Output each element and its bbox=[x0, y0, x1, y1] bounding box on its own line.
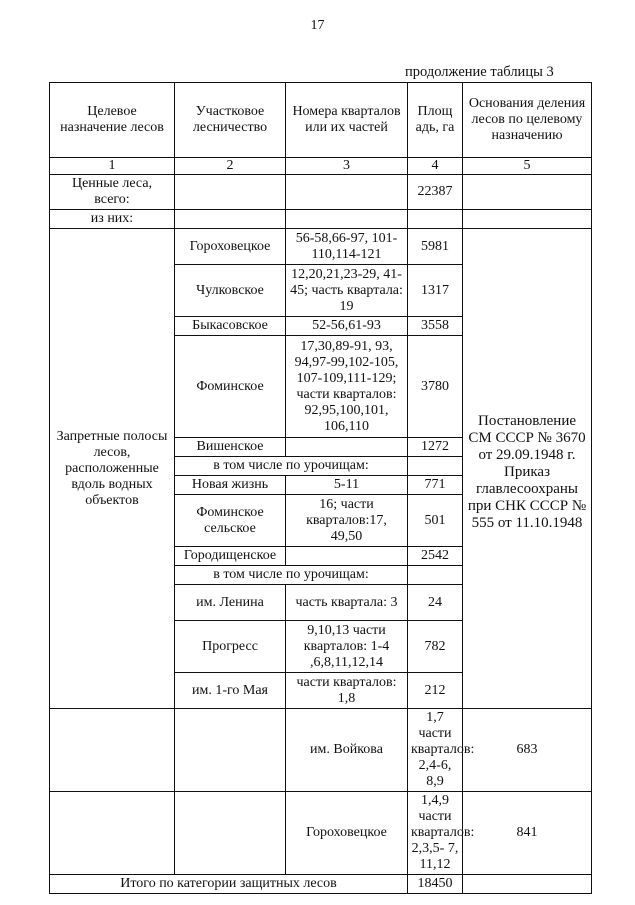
quarters-cell bbox=[286, 547, 408, 566]
area-cell: 501 bbox=[408, 495, 463, 547]
tract-name: им. Ленина bbox=[175, 585, 286, 621]
including-tracts-label: в том числе по урочищам: bbox=[175, 457, 408, 476]
empty-cell bbox=[175, 709, 286, 792]
forestry-name: Быкасовское bbox=[175, 317, 286, 336]
area-cell: 841 bbox=[463, 792, 592, 875]
empty-cell bbox=[408, 566, 463, 585]
empty-cell bbox=[175, 792, 286, 875]
empty-cell bbox=[463, 175, 592, 210]
tract-row bbox=[50, 792, 592, 875]
table-continuation-label: продолжение таблицы 3 bbox=[405, 64, 554, 80]
quarters-cell bbox=[286, 438, 408, 457]
header-quarters: Номера кварталов или их частей bbox=[286, 83, 408, 158]
column-number-row bbox=[50, 158, 592, 175]
forest-table bbox=[49, 82, 592, 894]
quarters-cell: 12,20,21,23-29, 41-45; часть квартала: 19 bbox=[286, 265, 408, 317]
header-forestry: Участковое лесничество bbox=[175, 83, 286, 158]
column-number: 5 bbox=[463, 158, 592, 175]
page-number: 17 bbox=[310, 18, 325, 33]
area-cell: 3558 bbox=[408, 317, 463, 336]
column-number: 3 bbox=[286, 158, 408, 175]
column-number: 4 bbox=[408, 158, 463, 175]
area-cell: 683 bbox=[463, 709, 592, 792]
total-row bbox=[50, 875, 592, 894]
empty-cell bbox=[50, 709, 175, 792]
header-purpose: Целевое назначение лесов bbox=[50, 83, 175, 158]
quarters-cell: 56-58,66-97, 101-110,114-121 bbox=[286, 229, 408, 265]
tract-name: Фоминское сельское bbox=[175, 495, 286, 547]
area-cell: 24 bbox=[408, 585, 463, 621]
category-label: Запретные полосы лесов, расположенные вдоль водных объектов bbox=[50, 229, 175, 709]
area-cell: 2542 bbox=[408, 547, 463, 566]
tract-row bbox=[50, 709, 592, 792]
empty-cell bbox=[408, 457, 463, 476]
header-area: Площ адь, га bbox=[408, 83, 463, 158]
forestry-name: Чулковское bbox=[175, 265, 286, 317]
tract-name: им. 1-го Мая bbox=[175, 673, 286, 709]
basis-cell bbox=[463, 229, 592, 709]
basis-resolution: Постановление СМ СССР № 3670 от 29.09.1948 г. bbox=[468, 413, 586, 463]
quarters-cell: 17,30,89-91, 93, 94,97-99,102-105, 107-109,111-129; части кварталов: 92,95,100,101, 106,110 bbox=[286, 336, 408, 438]
of-which-label: из них: bbox=[50, 210, 175, 229]
empty-cell bbox=[50, 792, 175, 875]
empty-cell bbox=[463, 210, 592, 229]
of-which-row bbox=[50, 210, 592, 229]
area-cell: 1317 bbox=[408, 265, 463, 317]
empty-cell bbox=[286, 175, 408, 210]
forestry-name: Вишенское bbox=[175, 438, 286, 457]
tract-name: Новая жизнь bbox=[175, 476, 286, 495]
valuable-forests-label: Ценные леса, всего: bbox=[50, 175, 175, 210]
total-label: Итого по категории защитных лесов bbox=[50, 875, 408, 894]
empty-cell bbox=[463, 875, 592, 894]
quarters-cell: 9,10,13 части кварталов: 1-4 ,6,8,11,12,14 bbox=[286, 621, 408, 673]
empty-cell bbox=[286, 210, 408, 229]
table-row bbox=[50, 229, 592, 265]
including-tracts-label: в том числе по урочищам: bbox=[175, 566, 408, 585]
tract-name: Гороховецкое bbox=[286, 792, 408, 875]
area-cell: 212 bbox=[408, 673, 463, 709]
tract-name: им. Войкова bbox=[286, 709, 408, 792]
area-cell: 5981 bbox=[408, 229, 463, 265]
column-number: 1 bbox=[50, 158, 175, 175]
quarters-cell: 5-11 bbox=[286, 476, 408, 495]
quarters-cell: 1,4,9 части кварталов: 2,3,5- 7, 11,12 bbox=[408, 792, 463, 875]
quarters-cell: 16; части кварталов:17, 49,50 bbox=[286, 495, 408, 547]
area-cell: 771 bbox=[408, 476, 463, 495]
forestry-name: Фоминское bbox=[175, 336, 286, 438]
quarters-cell: 52-56,61-93 bbox=[286, 317, 408, 336]
empty-cell bbox=[175, 210, 286, 229]
basis-order: Приказ главлесоохраны при СНК СССР № 555 от 11.10.1948 bbox=[467, 464, 587, 531]
header-row bbox=[50, 83, 592, 158]
empty-cell bbox=[408, 210, 463, 229]
quarters-cell: 1,7 части кварталов: 2,4-6, 8,9 bbox=[408, 709, 463, 792]
tract-name: Прогресс bbox=[175, 621, 286, 673]
quarters-cell: части кварталов: 1,8 bbox=[286, 673, 408, 709]
area-cell: 3780 bbox=[408, 336, 463, 438]
forestry-name: Городищенское bbox=[175, 547, 286, 566]
forestry-name: Гороховецкое bbox=[175, 229, 286, 265]
area-cell: 1272 bbox=[408, 438, 463, 457]
header-basis: Основания деления лесов по целевому назначению bbox=[463, 83, 592, 158]
valuable-forests-area: 22387 bbox=[408, 175, 463, 210]
valuable-forests-row bbox=[50, 175, 592, 210]
empty-cell bbox=[175, 175, 286, 210]
area-cell: 782 bbox=[408, 621, 463, 673]
column-number: 2 bbox=[175, 158, 286, 175]
total-area: 18450 bbox=[408, 875, 463, 894]
quarters-cell: часть квартала: 3 bbox=[286, 585, 408, 621]
